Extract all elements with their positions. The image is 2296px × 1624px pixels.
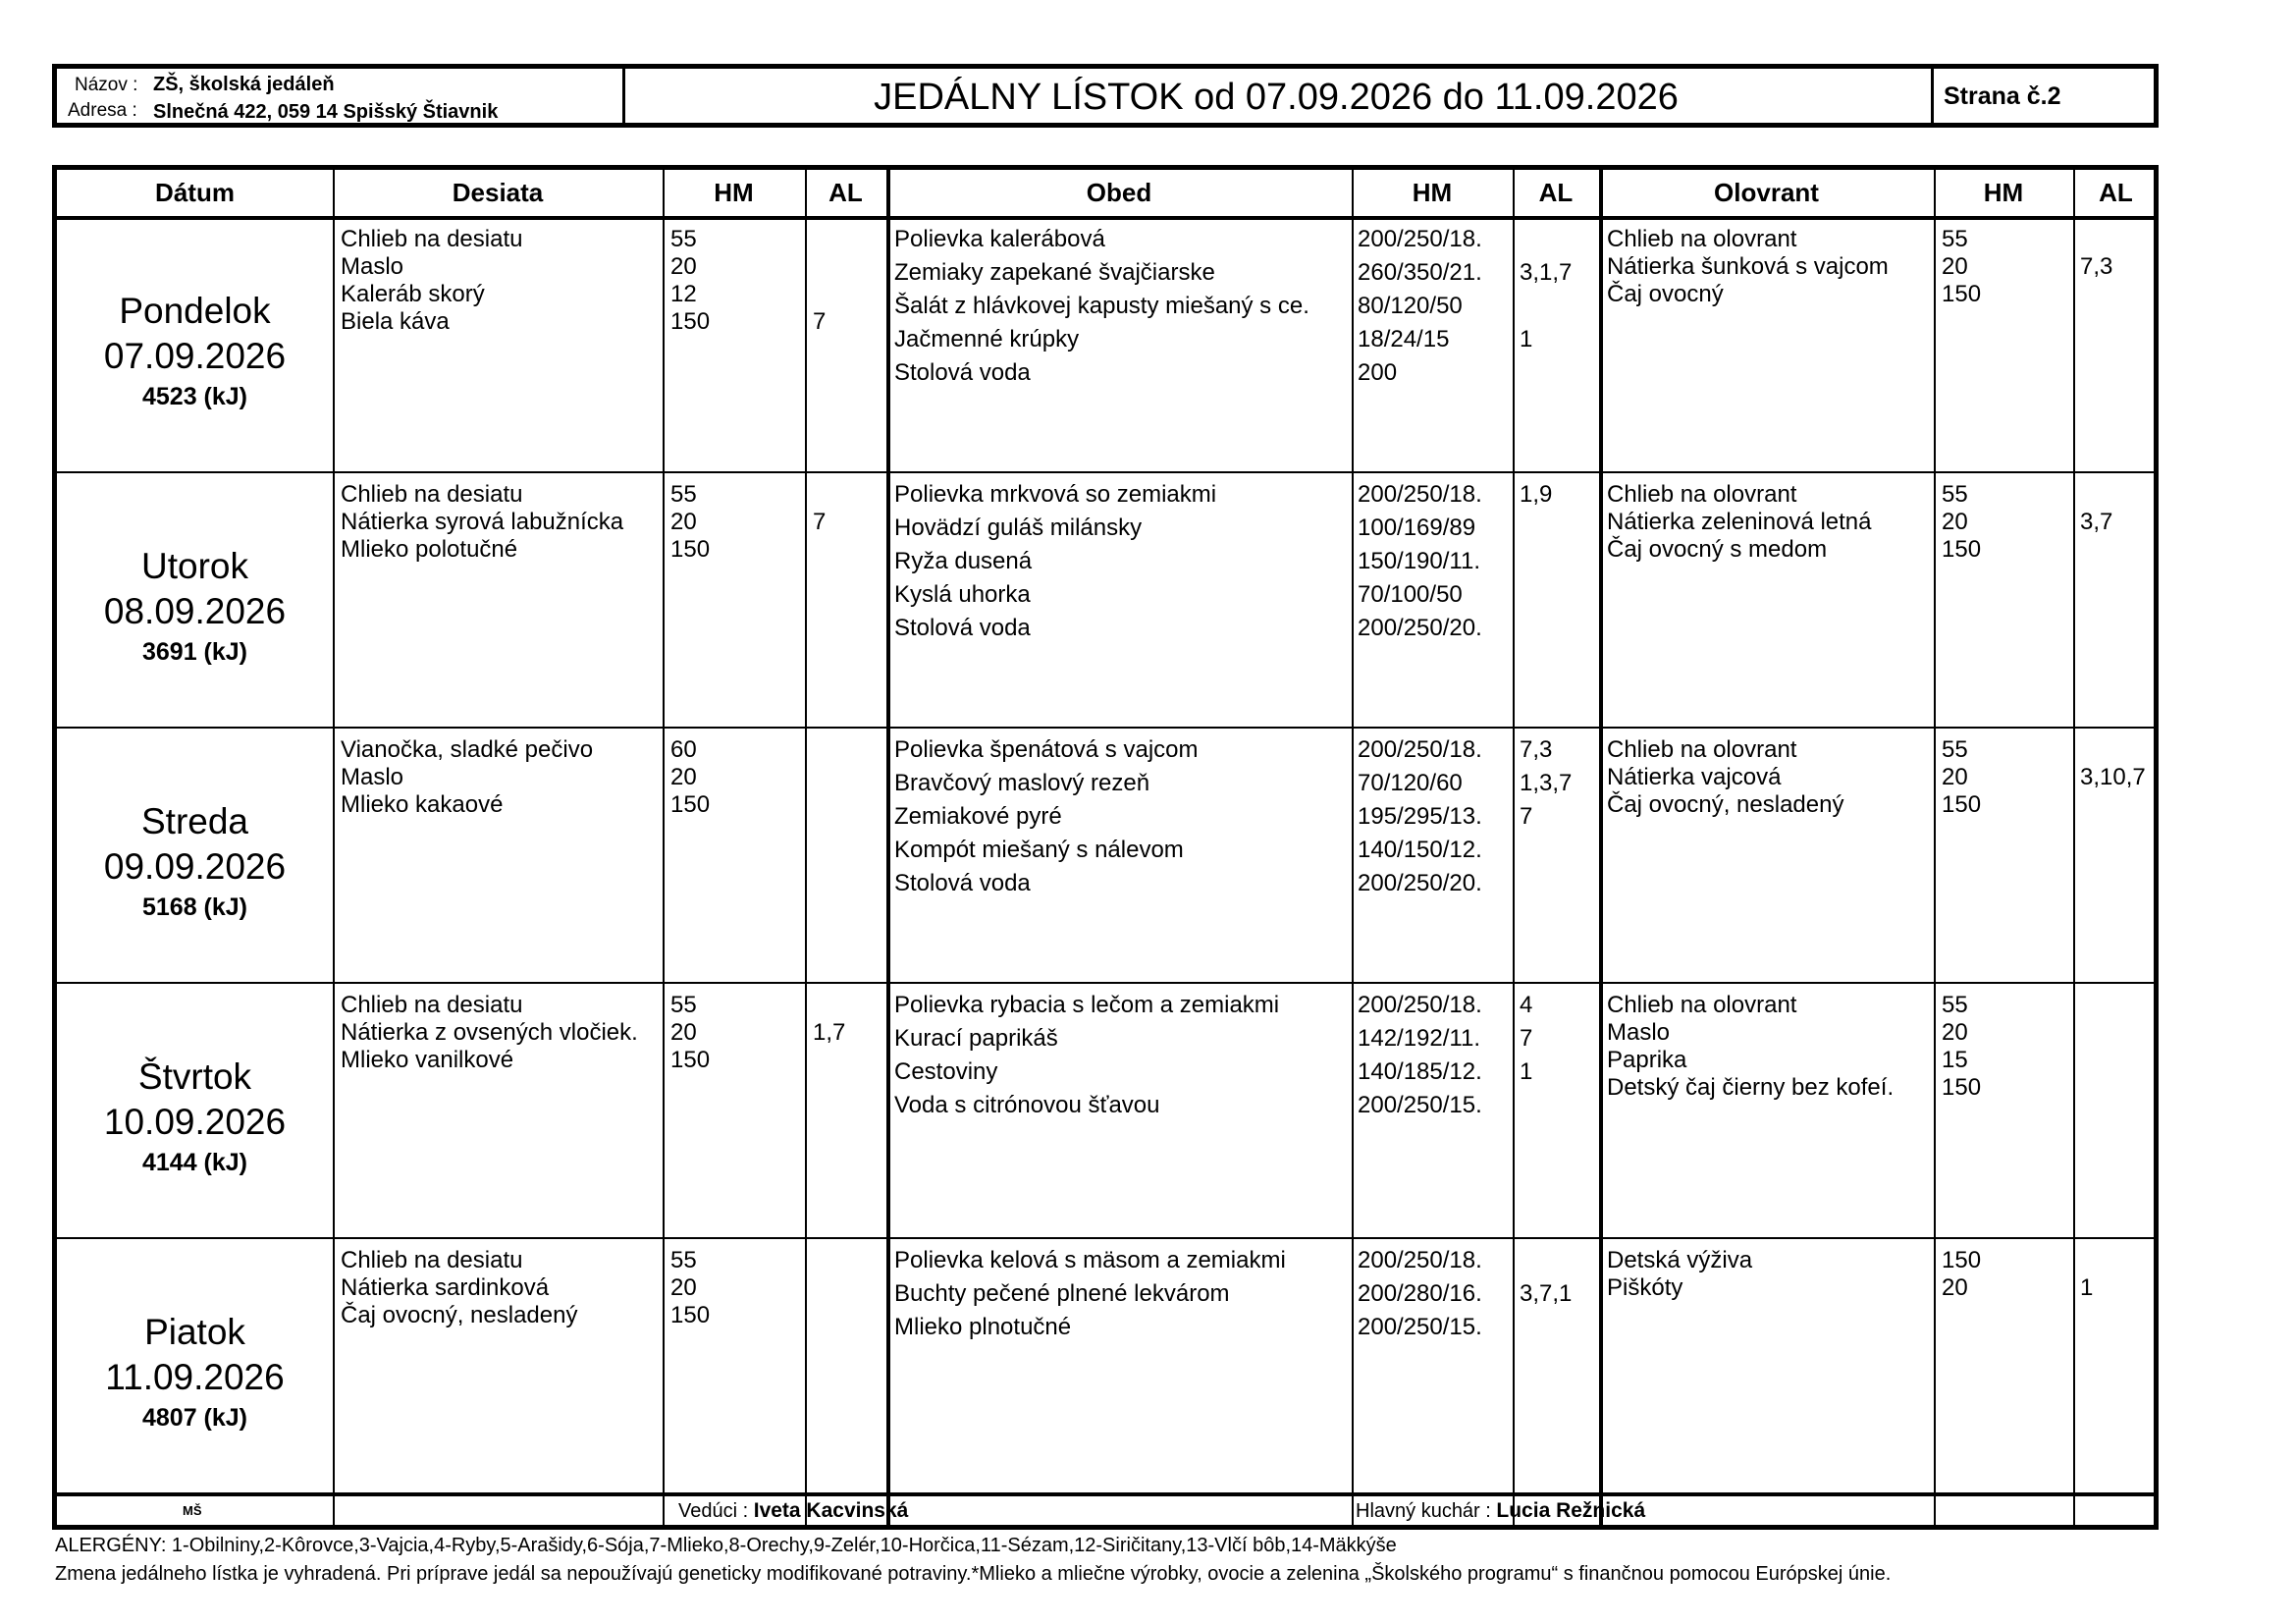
cell-line: Kompót miešaný s nálevom bbox=[894, 837, 1184, 863]
header-info-box bbox=[52, 64, 625, 128]
cell-line: Maslo bbox=[1607, 1019, 1671, 1046]
afternoon-hm-cell bbox=[1942, 736, 2071, 980]
day-label bbox=[57, 1310, 333, 1435]
cell-line: 200/250/15. bbox=[1358, 1314, 1482, 1340]
cell-line: 3,7 bbox=[2080, 509, 2113, 535]
day-date: 11.09.2026 bbox=[105, 1357, 285, 1397]
afternoon-al-cell bbox=[2080, 481, 2159, 725]
day-energy: 4807 (kJ) bbox=[141, 1404, 248, 1432]
col-header-lunch-hm: HM bbox=[1412, 178, 1453, 207]
afternoon-hm-cell bbox=[1942, 992, 2071, 1235]
snack-al-cell bbox=[813, 992, 885, 1235]
cell-line: 200/280/16. bbox=[1358, 1280, 1482, 1307]
cell-line bbox=[2080, 1047, 2159, 1074]
lunch-hm-cell bbox=[1358, 478, 1510, 722]
afternoon-cell bbox=[1607, 481, 1931, 725]
cell-line bbox=[2080, 992, 2159, 1019]
disclaimer: Zmena jedálneho lístka je vyhradená. Pri príprave jedál sa nepoužívajú geneticky modifikované potraviny.*Mlieko a mliečne výrobky, ovocie a zelenina „Školského programu“ s finančnou pomocou Európskej únie. bbox=[55, 1563, 1892, 1585]
cell-line: 150 bbox=[1942, 281, 1982, 307]
snack-hm-cell bbox=[670, 1247, 803, 1490]
cell-line bbox=[1520, 612, 1598, 645]
name-value: ZŠ, školská jedáleň bbox=[153, 74, 335, 95]
cell-line: Jačmenné krúpky bbox=[894, 326, 1080, 352]
chef bbox=[1356, 1499, 1645, 1523]
cell-line: 55 bbox=[670, 992, 697, 1018]
cell-line bbox=[1520, 1311, 1598, 1344]
day-name: Štvrtok bbox=[137, 1056, 252, 1097]
cell-line: 1 bbox=[2080, 1274, 2094, 1301]
page-title: JEDÁLNY LÍSTOK od 07.09.2026 do 11.09.2026 bbox=[874, 77, 1679, 118]
cell-line: 150 bbox=[670, 536, 711, 563]
col-header-afternoon: Olovrant bbox=[1714, 178, 1819, 207]
cell-line: 200/250/20. bbox=[1358, 870, 1482, 896]
cell-line: Stolová voda bbox=[894, 615, 1031, 641]
lunch-al-cell bbox=[1520, 733, 1598, 977]
cell-line bbox=[813, 481, 885, 509]
cell-line bbox=[2080, 736, 2159, 764]
address-label: Adresa : bbox=[68, 100, 137, 121]
header-title-box bbox=[621, 64, 1934, 128]
snack-al-cell bbox=[813, 736, 885, 980]
manager-label: Vedúci : bbox=[678, 1500, 749, 1522]
cell-line: Nátierka vajcová bbox=[1607, 764, 1782, 790]
cell-line: Chlieb na desiatu bbox=[341, 226, 523, 252]
cell-line: 3,10,7 bbox=[2080, 764, 2146, 790]
header-page-box bbox=[1930, 64, 2159, 128]
cell-line: 150 bbox=[1942, 791, 1982, 818]
cell-line bbox=[1520, 512, 1598, 545]
cell-line bbox=[1520, 578, 1598, 612]
cell-line: 55 bbox=[1942, 992, 1968, 1018]
cell-line bbox=[2080, 536, 2159, 564]
col-header-snack: Desiata bbox=[452, 178, 544, 207]
cell-line bbox=[813, 992, 885, 1019]
cell-line: 1,7 bbox=[813, 1019, 846, 1046]
cell-line: 200 bbox=[1358, 359, 1398, 386]
cell-line: Zemiaky zapekané švajčiarske bbox=[894, 259, 1215, 286]
lunch-hm-cell bbox=[1358, 223, 1510, 466]
cell-line bbox=[1520, 1089, 1598, 1122]
cell-line bbox=[813, 536, 885, 564]
cell-line: Hovädzí guláš milánsky bbox=[894, 514, 1143, 541]
cell-line: 7,3 bbox=[2080, 253, 2113, 280]
afternoon-cell bbox=[1607, 736, 1931, 980]
cell-line bbox=[813, 1302, 885, 1329]
cell-line: Čaj ovocný s medom bbox=[1607, 536, 1828, 563]
cell-line: Voda s citrónovou šťavou bbox=[894, 1092, 1160, 1118]
cell-line: Nátierka šunková s vajcom bbox=[1607, 253, 1889, 280]
cell-line: 55 bbox=[670, 226, 697, 252]
day-label bbox=[57, 289, 333, 414]
cell-line: Čaj ovocný bbox=[1607, 281, 1724, 307]
cell-line: 7,3 bbox=[1520, 736, 1553, 763]
cell-line: Nátierka sardinková bbox=[341, 1274, 550, 1301]
day-date: 08.09.2026 bbox=[103, 591, 287, 631]
cell-line: Mlieko polotučné bbox=[341, 536, 518, 563]
cell-line: Kaleráb skorý bbox=[341, 281, 485, 307]
col-header-snack-hm: HM bbox=[714, 178, 754, 207]
day-energy: 4523 (kJ) bbox=[141, 383, 248, 410]
afternoon-al-cell bbox=[2080, 1247, 2159, 1490]
cell-line bbox=[2080, 226, 2159, 253]
afternoon-hm-cell bbox=[1942, 226, 2071, 469]
cell-line: 7 bbox=[1520, 1025, 1533, 1052]
lunch-al-cell bbox=[1520, 1244, 1598, 1488]
lunch-al-cell bbox=[1520, 223, 1598, 466]
cell-line bbox=[2080, 1019, 2159, 1047]
cell-line: Mlieko kakaové bbox=[341, 791, 504, 818]
cell-line: 150 bbox=[1942, 536, 1982, 563]
cell-line: 100/169/89 bbox=[1358, 514, 1476, 541]
day-label bbox=[57, 544, 333, 670]
cell-line: 3,7,1 bbox=[1520, 1280, 1573, 1307]
cell-line: Stolová voda bbox=[894, 359, 1031, 386]
cell-line bbox=[813, 1274, 885, 1302]
cell-line: Buchty pečené plnené lekvárom bbox=[894, 1280, 1230, 1307]
lunch-hm-cell bbox=[1358, 1244, 1510, 1488]
lunch-cell bbox=[894, 1244, 1348, 1488]
cell-line: 20 bbox=[1942, 764, 1968, 790]
cell-line: Stolová voda bbox=[894, 870, 1031, 896]
cell-line bbox=[1520, 867, 1598, 900]
cell-line: 60 bbox=[670, 736, 697, 763]
cell-line: Čaj ovocný, nesladený bbox=[1607, 791, 1844, 818]
cell-line: 7 bbox=[813, 308, 827, 335]
cell-line bbox=[1520, 834, 1598, 867]
cell-line: 20 bbox=[670, 509, 697, 535]
cell-line: 12 bbox=[670, 281, 697, 307]
cell-line: Cestoviny bbox=[894, 1058, 998, 1085]
cell-line bbox=[1520, 290, 1598, 323]
snack-hm-cell bbox=[670, 736, 803, 980]
cell-line: Nátierka syrová labužnícka bbox=[341, 509, 624, 535]
lunch-cell bbox=[894, 989, 1348, 1232]
cell-line: 150 bbox=[1942, 1074, 1982, 1101]
cell-line: 142/192/11. bbox=[1358, 1025, 1481, 1052]
cell-line: 140/150/12. bbox=[1358, 837, 1482, 863]
cell-line: 20 bbox=[670, 253, 697, 280]
address-value: Slnečná 422, 059 14 Spišský Štiavnik bbox=[153, 101, 499, 123]
afternoon-cell bbox=[1607, 1247, 1931, 1490]
day-date: 10.09.2026 bbox=[103, 1102, 287, 1142]
cell-line: Kyslá uhorka bbox=[894, 581, 1031, 608]
cell-line: 20 bbox=[1942, 253, 1968, 280]
afternoon-cell bbox=[1607, 992, 1931, 1235]
cell-line: Maslo bbox=[341, 764, 404, 790]
cell-line: 1,9 bbox=[1520, 481, 1553, 508]
cell-line: 1 bbox=[1520, 1058, 1533, 1085]
col-header-afternoon-hm: HM bbox=[1983, 178, 2024, 207]
cell-line: Mlieko vanilkové bbox=[341, 1047, 514, 1073]
cell-line: Kurací paprikáš bbox=[894, 1025, 1058, 1052]
col-header-snack-al: AL bbox=[828, 178, 863, 207]
day-energy: 4144 (kJ) bbox=[141, 1149, 248, 1176]
cell-line: 80/120/50 bbox=[1358, 293, 1463, 319]
afternoon-hm-cell bbox=[1942, 1247, 2071, 1490]
afternoon-al-cell bbox=[2080, 736, 2159, 980]
snack-cell bbox=[341, 1247, 660, 1490]
afternoon-al-cell bbox=[2080, 226, 2159, 469]
cell-line: Piškóty bbox=[1607, 1274, 1683, 1301]
menu-table bbox=[52, 165, 2159, 1530]
cell-line: 20 bbox=[670, 1274, 697, 1301]
manager bbox=[678, 1499, 908, 1523]
cell-line: 3,1,7 bbox=[1520, 259, 1573, 286]
day-energy: 3691 (kJ) bbox=[141, 638, 248, 666]
cell-line bbox=[813, 281, 885, 308]
footer-initials: MŠ bbox=[183, 1503, 202, 1518]
afternoon-cell bbox=[1607, 226, 1931, 469]
cell-line: 200/250/20. bbox=[1358, 615, 1482, 641]
cell-line: Chlieb na olovrant bbox=[1607, 481, 1797, 508]
lunch-al-cell bbox=[1520, 478, 1598, 722]
cell-line bbox=[1520, 1244, 1598, 1277]
cell-line bbox=[2080, 481, 2159, 509]
manager-name: Iveta Kacvinská bbox=[753, 1499, 909, 1522]
cell-line: Chlieb na olovrant bbox=[1607, 226, 1797, 252]
cell-line: Biela káva bbox=[341, 308, 450, 335]
cell-line: 7 bbox=[1520, 803, 1533, 830]
cell-line: 200/250/18. bbox=[1358, 992, 1482, 1018]
cell-line: Polievka špenátová s vajcom bbox=[894, 736, 1199, 763]
cell-line: Polievka kelová s mäsom a zemiakmi bbox=[894, 1247, 1286, 1273]
cell-line: 7 bbox=[813, 509, 827, 535]
cell-line bbox=[813, 1247, 885, 1274]
snack-cell bbox=[341, 226, 660, 469]
cell-line: 150 bbox=[670, 791, 711, 818]
col-header-date: Dátum bbox=[155, 178, 235, 207]
cell-line: 70/100/50 bbox=[1358, 581, 1463, 608]
day-label bbox=[57, 1055, 333, 1180]
day-label bbox=[57, 799, 333, 925]
day-date: 07.09.2026 bbox=[103, 336, 287, 376]
page-number: Strana č.2 bbox=[1944, 82, 2061, 110]
cell-line: 1,3,7 bbox=[1520, 770, 1573, 796]
cell-line: Vianočka, sladké pečivo bbox=[341, 736, 594, 763]
chef-name: Lucia Režnická bbox=[1496, 1499, 1646, 1522]
cell-line: Polievka kalerábová bbox=[894, 226, 1105, 252]
cell-line: 4 bbox=[1520, 992, 1533, 1018]
day-name: Utorok bbox=[141, 546, 248, 586]
cell-line: 140/185/12. bbox=[1358, 1058, 1482, 1085]
cell-line bbox=[1520, 545, 1598, 578]
cell-line: 200/250/18. bbox=[1358, 226, 1482, 252]
snack-hm-cell bbox=[670, 481, 803, 725]
cell-line: 20 bbox=[670, 764, 697, 790]
cell-line: Maslo bbox=[341, 253, 404, 280]
cell-line: 200/250/15. bbox=[1358, 1092, 1482, 1118]
cell-line: Polievka mrkvová so zemiakmi bbox=[894, 481, 1217, 508]
cell-line: Ryža dusená bbox=[894, 548, 1033, 574]
day-name: Streda bbox=[140, 801, 248, 841]
cell-line: Nátierka zeleninová letná bbox=[1607, 509, 1872, 535]
cell-line bbox=[813, 253, 885, 281]
cell-line: 200/250/18. bbox=[1358, 1247, 1482, 1273]
snack-hm-cell bbox=[670, 992, 803, 1235]
cell-line bbox=[813, 1047, 885, 1074]
cell-line: 70/120/60 bbox=[1358, 770, 1463, 796]
cell-line: 20 bbox=[1942, 509, 1968, 535]
snack-al-cell bbox=[813, 226, 885, 469]
cell-line: Paprika bbox=[1607, 1047, 1687, 1073]
cell-line: 20 bbox=[670, 1019, 697, 1046]
cell-line: 150 bbox=[670, 308, 711, 335]
cell-line: Čaj ovocný, nesladený bbox=[341, 1302, 578, 1328]
chef-label: Hlavný kuchár : bbox=[1356, 1500, 1491, 1522]
cell-line: 55 bbox=[1942, 736, 1968, 763]
cell-line bbox=[813, 791, 885, 819]
cell-line: 195/295/13. bbox=[1358, 803, 1482, 830]
cell-line: 150/190/11. bbox=[1358, 548, 1481, 574]
cell-line: 200/250/18. bbox=[1358, 736, 1482, 763]
allergens-legend: ALERGÉNY: 1-Obilniny,2-Kôrovce,3-Vajcia,4-Ryby,5-Arašidy,6-Sója,7-Mlieko,8-Orechy,9-Zelér,10-Horčica,11-Sézam,12-Siričitany,13-Vlčí bôb,14-Mäkkýše bbox=[55, 1535, 1397, 1556]
cell-line: Detský čaj čierny bez kofeí. bbox=[1607, 1074, 1895, 1101]
snack-al-cell bbox=[813, 1247, 885, 1490]
cell-line bbox=[813, 226, 885, 253]
cell-line: 55 bbox=[1942, 481, 1968, 508]
cell-line: Chlieb na olovrant bbox=[1607, 736, 1797, 763]
cell-line: 18/24/15 bbox=[1358, 326, 1450, 352]
cell-line: 15 bbox=[1942, 1047, 1968, 1073]
cell-line: Polievka rybacia s lečom a zemiakmi bbox=[894, 992, 1280, 1018]
afternoon-hm-cell bbox=[1942, 481, 2071, 725]
lunch-hm-cell bbox=[1358, 733, 1510, 977]
cell-line: 260/350/21. bbox=[1358, 259, 1482, 286]
cell-line bbox=[2080, 1074, 2159, 1102]
cell-line: Chlieb na olovrant bbox=[1607, 992, 1797, 1018]
cell-line: Bravčový maslový rezeň bbox=[894, 770, 1150, 796]
cell-line: 20 bbox=[1942, 1274, 1968, 1301]
cell-line: 150 bbox=[1942, 1247, 1982, 1273]
cell-line bbox=[2080, 791, 2159, 819]
cell-line: Chlieb na desiatu bbox=[341, 992, 523, 1018]
afternoon-al-cell bbox=[2080, 992, 2159, 1235]
lunch-al-cell bbox=[1520, 989, 1598, 1232]
cell-line bbox=[1520, 356, 1598, 390]
col-header-lunch-al: AL bbox=[1538, 178, 1574, 207]
snack-cell bbox=[341, 736, 660, 980]
cell-line bbox=[813, 764, 885, 791]
snack-cell bbox=[341, 992, 660, 1235]
cell-line: 55 bbox=[1942, 226, 1968, 252]
cell-line: Mlieko plnotučné bbox=[894, 1314, 1072, 1340]
cell-line: Nátierka z ovsených vločiek. bbox=[341, 1019, 638, 1046]
cell-line: Detská výživa bbox=[1607, 1247, 1753, 1273]
cell-line bbox=[813, 736, 885, 764]
cell-line: 55 bbox=[670, 1247, 697, 1273]
day-energy: 5168 (kJ) bbox=[141, 893, 248, 921]
cell-line: Chlieb na desiatu bbox=[341, 1247, 523, 1273]
cell-line: 20 bbox=[1942, 1019, 1968, 1046]
day-date: 09.09.2026 bbox=[103, 846, 287, 887]
cell-line: Šalát z hlávkovej kapusty miešaný s ce. bbox=[894, 293, 1309, 319]
cell-line: 200/250/18. bbox=[1358, 481, 1482, 508]
cell-line: Zemiakové pyré bbox=[894, 803, 1062, 830]
day-name: Pondelok bbox=[119, 291, 271, 331]
cell-line bbox=[1520, 223, 1598, 256]
snack-al-cell bbox=[813, 481, 885, 725]
lunch-cell bbox=[894, 733, 1348, 977]
cell-line bbox=[2080, 1247, 2159, 1274]
cell-line: 55 bbox=[670, 481, 697, 508]
cell-line: 150 bbox=[670, 1047, 711, 1073]
snack-cell bbox=[341, 481, 660, 725]
day-name: Piatok bbox=[144, 1312, 245, 1352]
name-label: Názov : bbox=[75, 75, 138, 95]
cell-line: Chlieb na desiatu bbox=[341, 481, 523, 508]
cell-line: 150 bbox=[670, 1302, 711, 1328]
lunch-cell bbox=[894, 223, 1348, 466]
cell-line bbox=[2080, 281, 2159, 308]
snack-hm-cell bbox=[670, 226, 803, 469]
cell-line: 1 bbox=[1520, 326, 1533, 352]
lunch-cell bbox=[894, 478, 1348, 722]
lunch-hm-cell bbox=[1358, 989, 1510, 1232]
col-header-afternoon-al: AL bbox=[2099, 178, 2133, 207]
col-header-lunch: Obed bbox=[1086, 178, 1152, 207]
